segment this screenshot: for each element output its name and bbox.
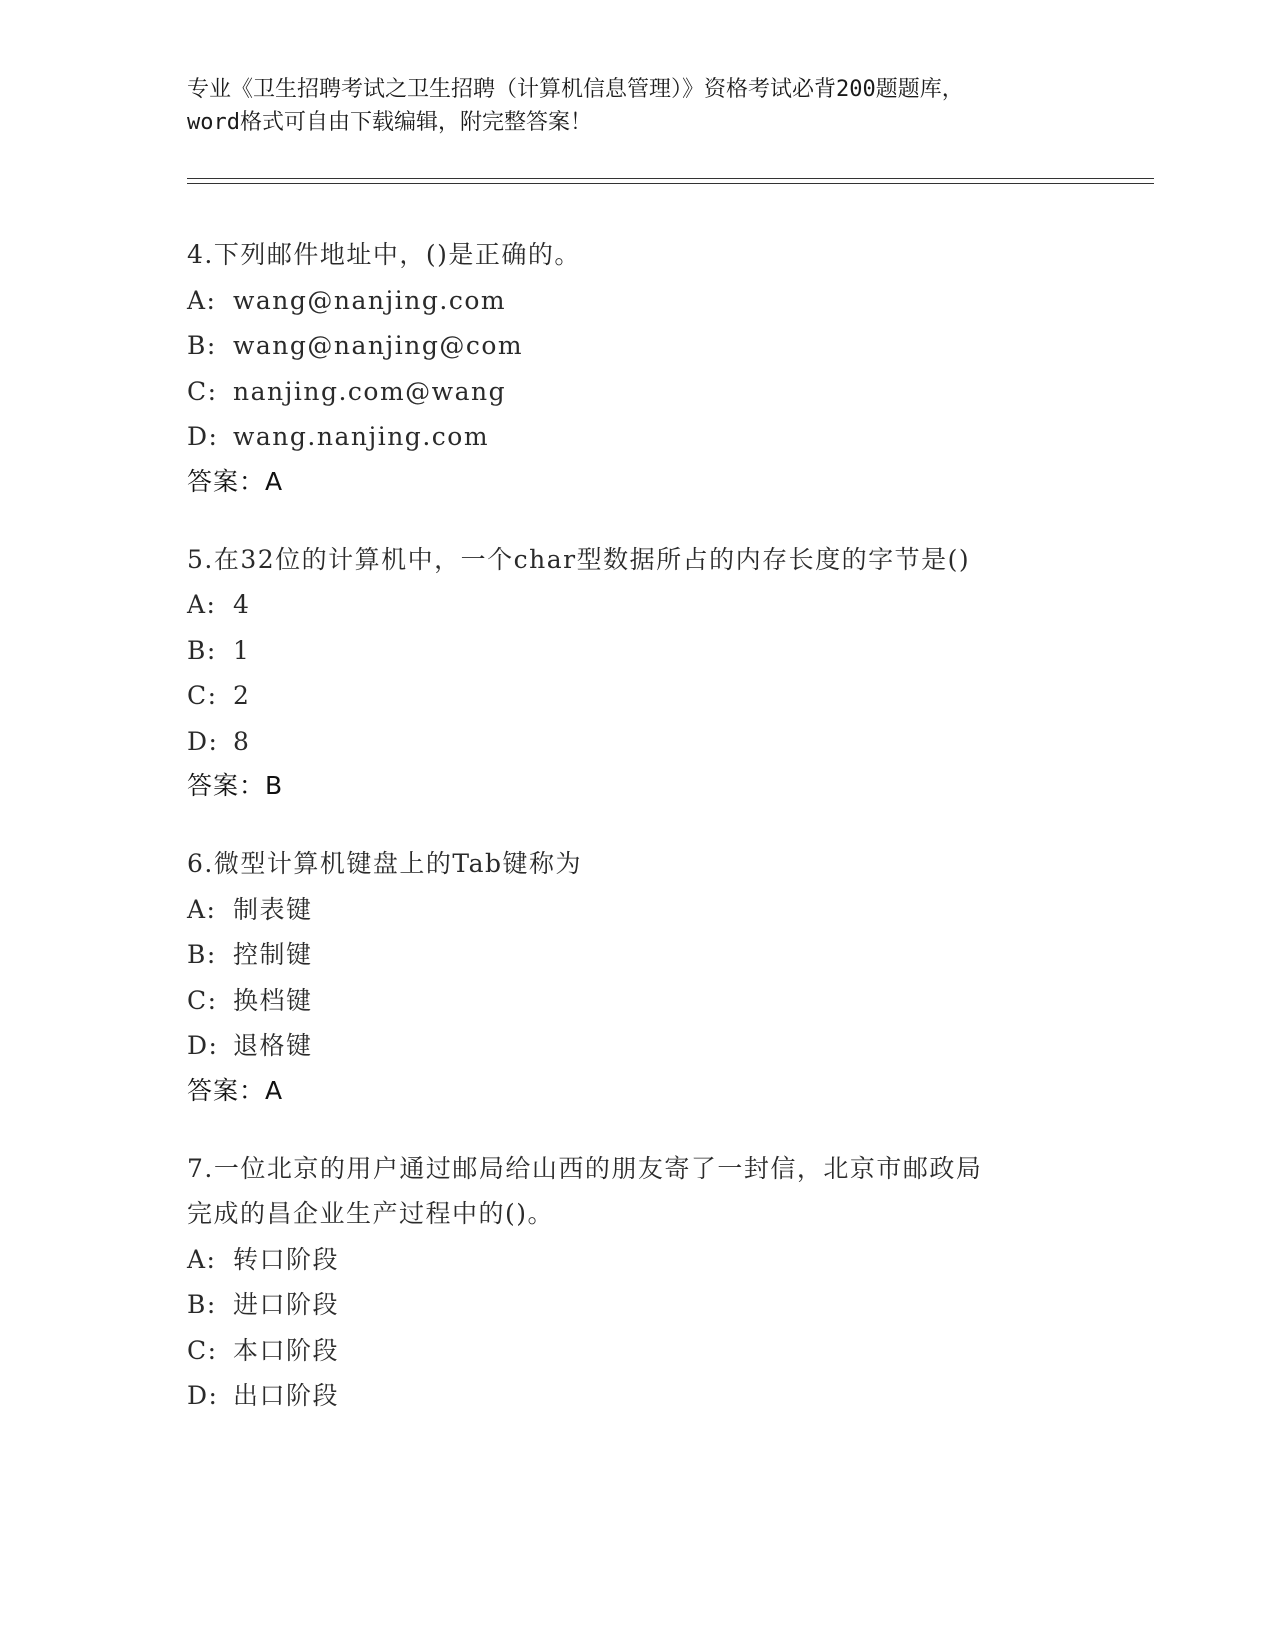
option-item: [187, 323, 1147, 369]
option-text: 8: [233, 726, 251, 756]
option-item: [187, 414, 1147, 460]
option-letter: D:: [187, 1031, 219, 1060]
option-text: 进口阶段: [233, 1290, 340, 1319]
option-letter: A:: [187, 285, 217, 315]
answer-text: 答案：A: [187, 466, 284, 496]
option-text: wang@nanjing.com: [233, 285, 507, 315]
option-letter: C:: [187, 985, 218, 1015]
option-letter: C:: [187, 1335, 218, 1365]
header-title-line-2: word格式可自由下载编辑，附完整答案！: [187, 110, 592, 135]
option-text: nanjing.com@wang: [233, 376, 507, 406]
question-block: [187, 1146, 1147, 1419]
option-letter: A:: [187, 894, 217, 924]
option-text: 转口阶段: [233, 1244, 340, 1274]
question-text-line: 5.在32位的计算机中，一个char型数据所占的内存长度的字节是(): [187, 544, 971, 574]
option-item: [187, 719, 1147, 765]
question-block: [187, 232, 1147, 504]
option-item: [187, 369, 1147, 415]
option-letter: C:: [187, 376, 218, 406]
option-letter: B:: [187, 635, 217, 665]
option-text: wang@nanjing@com: [233, 331, 524, 360]
option-item: [187, 1282, 1147, 1328]
answer-text: 答案：B: [187, 771, 284, 800]
option-text: wang.nanjing.com: [233, 422, 490, 451]
option-letter: D:: [187, 422, 219, 451]
option-item: [187, 932, 1147, 978]
question-block: [187, 841, 1147, 1113]
question-block: [187, 537, 1147, 809]
option-letter: B:: [187, 1290, 217, 1319]
option-item: [187, 1373, 1147, 1419]
option-text: 本口阶段: [233, 1335, 340, 1365]
question-text: [187, 232, 1147, 278]
option-item: [187, 1237, 1147, 1283]
option-text: 出口阶段: [233, 1381, 340, 1410]
option-letter: A:: [187, 1244, 217, 1274]
option-text: 2: [233, 681, 251, 710]
option-text: 控制键: [233, 940, 313, 969]
option-letter: A:: [187, 590, 217, 619]
option-item: [187, 582, 1147, 628]
header-title-line-1: 专业《卫生招聘考试之卫生招聘（计算机信息管理）》资格考试必背200题题库，: [187, 77, 964, 102]
question-text: [187, 537, 1147, 583]
option-text: 换档键: [233, 985, 313, 1015]
question-text: [187, 841, 1147, 887]
option-item: [187, 887, 1147, 933]
option-item: [187, 628, 1147, 674]
option-letter: D:: [187, 1381, 219, 1410]
option-letter: B:: [187, 331, 217, 360]
question-text-line: 完成的昌企业生产过程中的()。: [187, 1199, 555, 1228]
option-letter: C:: [187, 681, 218, 710]
option-text: 退格键: [233, 1031, 313, 1060]
option-item: [187, 1328, 1147, 1374]
option-text: 4: [233, 590, 251, 619]
answer-text: 答案：A: [187, 1075, 284, 1105]
header-divider-top: [187, 178, 1154, 179]
question-text-line: 7.一位北京的用户通过邮局给山西的朋友寄了一封信，北京市邮政局: [187, 1153, 983, 1183]
option-text: 1: [233, 635, 251, 665]
question-list: [187, 232, 1147, 1452]
option-item: [187, 1023, 1147, 1069]
header-divider-bottom: [187, 183, 1154, 184]
option-item: [187, 978, 1147, 1024]
option-item: [187, 278, 1147, 324]
question-text: [187, 1146, 1147, 1237]
option-letter: D:: [187, 726, 219, 756]
option-item: [187, 673, 1147, 719]
document-header: [187, 73, 1087, 139]
question-text-line: 6.微型计算机键盘上的Tab键称为: [187, 849, 582, 878]
option-letter: B:: [187, 940, 217, 969]
option-text: 制表键: [233, 894, 313, 924]
question-text-line: 4.下列邮件地址中，()是正确的。: [187, 240, 581, 269]
